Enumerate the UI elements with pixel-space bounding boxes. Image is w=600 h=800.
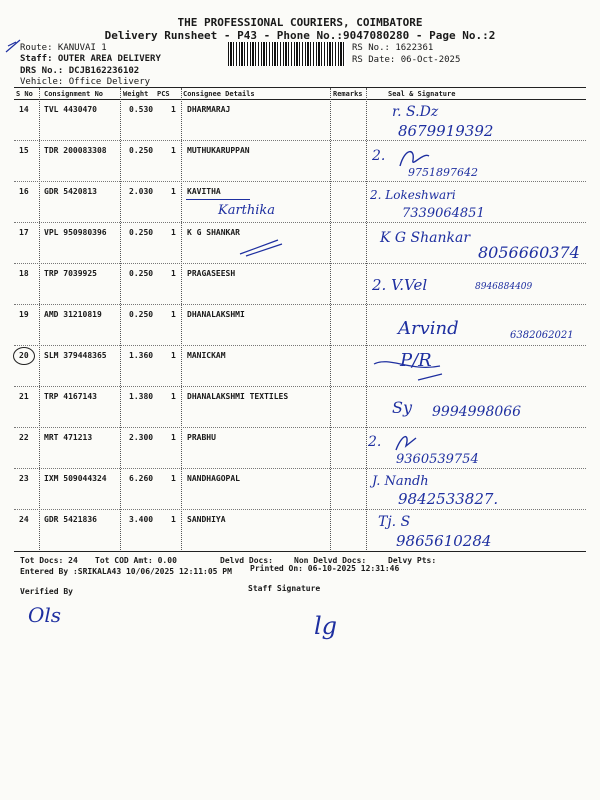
row-pcs: 1 bbox=[171, 105, 176, 114]
row-sno: 20 bbox=[19, 351, 29, 360]
row-sno: 18 bbox=[19, 269, 29, 278]
row-separator bbox=[14, 181, 586, 182]
row-consignment: IXM 509044324 bbox=[44, 474, 107, 483]
row-weight: 0.250 bbox=[129, 269, 154, 278]
entered-by: Entered By :SRIKALA43 10/06/2025 12:11:05 PM bbox=[20, 567, 232, 576]
row-sno: 21 bbox=[19, 392, 29, 401]
verified-by-label: Verified By bbox=[20, 587, 73, 596]
row-weight: 0.250 bbox=[129, 146, 154, 155]
runsheet-title: Delivery Runsheet - P43 - Phone No.:9047080280 - Page No.:2 bbox=[104, 29, 496, 42]
col-header-remarks: Remarks bbox=[333, 90, 363, 98]
row-separator bbox=[14, 345, 586, 346]
row-pcs: 1 bbox=[171, 474, 176, 483]
company-title: THE PROFESSIONAL COURIERS, COIMBATORE bbox=[177, 16, 423, 29]
row-sno: 17 bbox=[19, 228, 29, 237]
printed-on: Printed On: 06-10-2025 12:31:46 bbox=[250, 564, 400, 573]
col-divider bbox=[181, 88, 182, 550]
row-pcs: 1 bbox=[171, 351, 176, 360]
rs-number: RS No.: 1622361 bbox=[352, 43, 434, 53]
col-header-consignment: Consignment No bbox=[44, 90, 104, 98]
underline-mark bbox=[186, 199, 250, 200]
row-consignment: SLM 379448365 bbox=[44, 351, 107, 360]
row-consignee: DHANALAKSHMI TEXTILES bbox=[187, 392, 289, 401]
row-weight: 2.030 bbox=[129, 187, 154, 196]
row-weight: 3.400 bbox=[129, 515, 154, 524]
row-consignee: K G SHANKAR bbox=[187, 228, 240, 237]
row-weight: 0.250 bbox=[129, 310, 154, 319]
row-consignee: KAVITHA bbox=[187, 187, 221, 196]
row-separator bbox=[14, 263, 586, 264]
delivery-points: Delvy Pts: bbox=[388, 556, 437, 565]
route-text: Route: KANUVAI 1 bbox=[20, 43, 107, 53]
table-top-rule bbox=[14, 87, 586, 88]
table-header-rule bbox=[14, 99, 586, 100]
row-weight: 0.530 bbox=[129, 105, 154, 114]
row-separator bbox=[14, 468, 586, 469]
row-phone: 9751897642 bbox=[408, 166, 478, 179]
row-pcs: 1 bbox=[171, 310, 176, 319]
row-consignment: MRT 471213 bbox=[44, 433, 93, 442]
row-signature: J. Nandh bbox=[372, 474, 429, 489]
row-separator bbox=[14, 140, 586, 141]
col-header-signature: Seal & Signature bbox=[388, 90, 456, 98]
col-header-pcs: PCS bbox=[157, 90, 170, 98]
row-weight: 6.260 bbox=[129, 474, 154, 483]
row-phone: 8946884409 bbox=[475, 282, 533, 292]
row-separator bbox=[14, 222, 586, 223]
staff-handwritten-signature: lg bbox=[314, 612, 338, 640]
row-phone: 7339064851 bbox=[402, 206, 485, 221]
non-delivered-docs: Non Delvd Docs: bbox=[294, 556, 367, 565]
row-consignment: TRP 4167143 bbox=[44, 392, 97, 401]
total-cod: Tot COD Amt: 0.00 bbox=[95, 556, 177, 565]
delivered-docs: Delvd Docs: bbox=[220, 556, 273, 565]
row-signature: 2. bbox=[368, 434, 382, 450]
row-sno: 16 bbox=[19, 187, 29, 196]
row-pcs: 1 bbox=[171, 146, 176, 155]
row-consignment: AMD 31210819 bbox=[44, 310, 102, 319]
consignee-scribble-icon bbox=[238, 236, 284, 258]
row-sno: 22 bbox=[19, 433, 29, 442]
col-divider bbox=[330, 88, 331, 550]
row-sno: 23 bbox=[19, 474, 29, 483]
row-weight: 2.300 bbox=[129, 433, 154, 442]
row-signature: 2. Lokeshwari bbox=[370, 188, 456, 202]
row-consignee: DHANALAKSHMI bbox=[187, 310, 245, 319]
row-pcs: 1 bbox=[171, 515, 176, 524]
row-consignee: MANICKAM bbox=[187, 351, 226, 360]
row-phone: 9842533827. bbox=[398, 490, 499, 508]
col-header-sno: S No bbox=[16, 90, 33, 98]
row-consignment: GDR 5420813 bbox=[44, 187, 97, 196]
col-divider bbox=[120, 88, 121, 550]
row-consignee: NANDHAGOPAL bbox=[187, 474, 240, 483]
row-weight: 1.380 bbox=[129, 392, 154, 401]
row-consignee: DHARMARAJ bbox=[187, 105, 231, 114]
row-separator bbox=[14, 304, 586, 305]
row-consignment: VPL 950980396 bbox=[44, 228, 107, 237]
row-phone: 9994998066 bbox=[432, 404, 522, 420]
verifier-signature: Ols bbox=[28, 603, 62, 627]
row-signature: P/R bbox=[400, 350, 432, 371]
row-separator bbox=[14, 427, 586, 428]
staff-text: Staff: OUTER AREA DELIVERY bbox=[20, 54, 161, 64]
vehicle-text: Vehicle: Office Delivery bbox=[20, 77, 151, 87]
row-sno: 24 bbox=[19, 515, 29, 524]
row-weight: 0.250 bbox=[129, 228, 154, 237]
col-header-weight: Weight bbox=[123, 90, 149, 98]
row-signature: 2. V.Vel bbox=[372, 276, 428, 294]
row-signature: K G Shankar bbox=[380, 230, 471, 246]
row-phone: 8679919392 bbox=[398, 122, 494, 140]
row-signature: Tj. S bbox=[378, 514, 411, 530]
total-docs: Tot Docs: 24 bbox=[20, 556, 78, 565]
row-note: Karthika bbox=[218, 203, 276, 218]
row-consignment: GDR 5421836 bbox=[44, 515, 97, 524]
row-consignee: PRAGASEESH bbox=[187, 269, 236, 278]
row-phone: 8056660374 bbox=[478, 243, 580, 262]
barcode-image bbox=[228, 42, 346, 66]
row-phone: 9360539754 bbox=[396, 452, 479, 467]
row-signature: Arvind bbox=[398, 318, 459, 339]
row-consignment: TVL 4430470 bbox=[44, 105, 97, 114]
row-pcs: 1 bbox=[171, 392, 176, 401]
row-separator bbox=[14, 386, 586, 387]
row-signature: 2. bbox=[372, 148, 386, 164]
row-pcs: 1 bbox=[171, 269, 176, 278]
row-consignee: MUTHUKARUPPAN bbox=[187, 146, 250, 155]
row-consignee: SANDHIYA bbox=[187, 515, 226, 524]
row-signature: r. S.Dz bbox=[392, 104, 439, 120]
signature-scribble-icon bbox=[392, 430, 422, 454]
row-phone: 6382062021 bbox=[510, 330, 574, 341]
col-header-consignee: Consignee Details bbox=[183, 90, 255, 98]
table-bottom-rule bbox=[14, 551, 586, 552]
signature-scribble-icon bbox=[370, 346, 450, 386]
row-sno: 15 bbox=[19, 146, 29, 155]
col-divider bbox=[366, 88, 367, 550]
row-sno: 14 bbox=[19, 105, 29, 114]
pen-mark-icon bbox=[4, 36, 24, 56]
row-consignee: PRABHU bbox=[187, 433, 216, 442]
row-consignment: TRP 7039925 bbox=[44, 269, 97, 278]
row-sno: 19 bbox=[19, 310, 29, 319]
row-consignment: TDR 200083308 bbox=[44, 146, 107, 155]
row-signature: Sy bbox=[392, 398, 412, 417]
rs-date: RS Date: 06-Oct-2025 bbox=[352, 55, 461, 65]
drs-text: DRS No.: DCJB162236102 bbox=[20, 66, 140, 76]
row-weight: 1.360 bbox=[129, 351, 154, 360]
row-pcs: 1 bbox=[171, 228, 176, 237]
row-pcs: 1 bbox=[171, 433, 176, 442]
row-phone: 9865610284 bbox=[396, 532, 492, 550]
col-divider bbox=[39, 88, 40, 550]
row-pcs: 1 bbox=[171, 187, 176, 196]
row-separator bbox=[14, 509, 586, 510]
staff-signature-label: Staff Signature bbox=[248, 584, 321, 593]
